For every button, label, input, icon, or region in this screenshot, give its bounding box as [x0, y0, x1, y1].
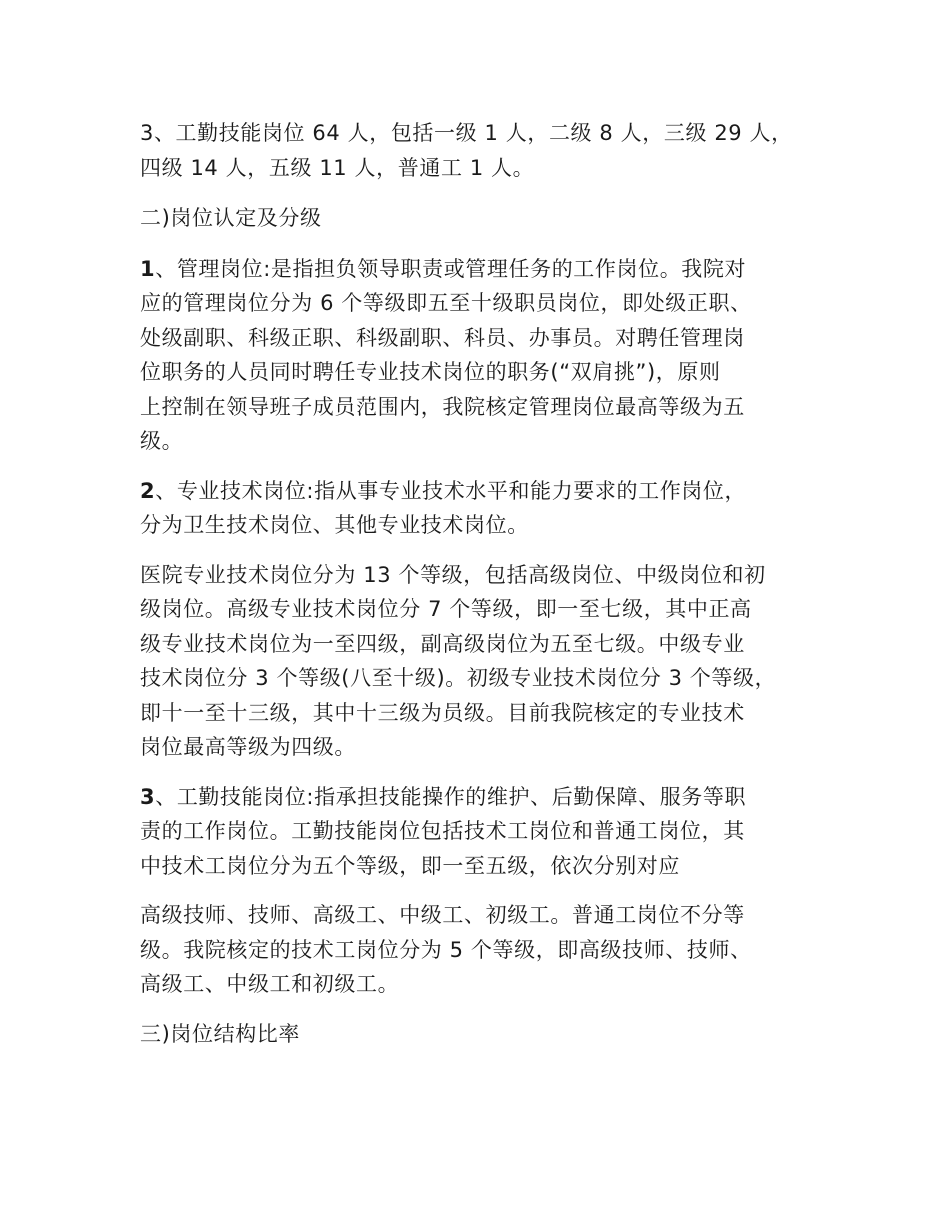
- text-line: 、专业技术岗位:指从事专业技术水平和能力要求的工作岗位，: [155, 478, 747, 503]
- text-line: 级。: [140, 429, 184, 453]
- text-line: 应的管理岗位分为 6 个等级即五至十级职员岗位，即处级正职、: [140, 291, 752, 315]
- text-line: 岗位最高等级为四级。: [140, 735, 356, 759]
- text-line: 中技术工岗位分为五个等级，即一至五级，依次分别对应: [140, 853, 680, 878]
- text-line: 处级副职、科级正职、科级副职、科员、办事员。对聘任管理岗: [140, 325, 745, 350]
- text-line: 技术岗位分 3 个等级(八至十级)。初级专业技术岗位分 3 个等级，: [140, 666, 777, 690]
- heading-text: 三)岗位结构比率: [140, 1021, 300, 1046]
- document-page: [140, 116, 820, 1051]
- item-number: 2: [140, 478, 156, 503]
- paragraph-skilled-levels: [140, 898, 820, 1002]
- paragraph-professional: [140, 474, 820, 543]
- text-line: 级专业技术岗位为一至四级，副高级岗位为五至七级。中级专业: [140, 631, 745, 656]
- section-heading-3: [140, 1017, 820, 1052]
- paragraph-staff-count: [140, 116, 820, 185]
- section-heading-2: [140, 201, 820, 236]
- text-line: 分为卫生技术岗位、其他专业技术岗位。: [140, 513, 529, 537]
- text-line: 、工勤技能岗位:指承担技能操作的维护、后勤保障、服务等职: [155, 784, 747, 809]
- paragraph-management: [140, 252, 820, 459]
- item-number: 3: [140, 784, 156, 809]
- text-line: 级岗位。高级专业技术岗位分 7 个等级，即一至七级，其中正高: [140, 597, 752, 621]
- heading-text: 二)岗位认定及分级: [140, 206, 322, 230]
- text-line: 高级技师、技师、高级工、中级工、初级工。普通工岗位不分等: [140, 903, 745, 927]
- item-number: 1: [140, 256, 156, 281]
- text-line: 位职务的人员同时聘任专业技术岗位的职务(“双肩挑”)，原则: [140, 360, 721, 384]
- text-line: 3、工勤技能岗位 64 人，包括一级 1 人，二级 8 人，三级 29 人，: [140, 121, 793, 145]
- text-line: 、管理岗位:是指担负领导职责或管理任务的工作岗位。我院对: [155, 256, 747, 281]
- text-line: 上控制在领导班子成员范围内，我院核定管理岗位最高等级为五: [140, 394, 745, 419]
- paragraph-professional-levels: [140, 558, 820, 765]
- text-line: 高级工、中级工和初级工。: [140, 972, 400, 996]
- text-line: 级。我院核定的技术工岗位分为 5 个等级，即高级技师、技师、: [140, 937, 752, 962]
- text-line: 医院专业技术岗位分为 13 个等级，包括高级岗位、中级岗位和初: [140, 562, 766, 587]
- text-line: 即十一至十三级，其中十三级为员级。目前我院核定的专业技术: [140, 700, 745, 725]
- paragraph-skilled: [140, 780, 820, 884]
- text-line: 四级 14 人，五级 11 人，普通工 1 人。: [140, 155, 535, 180]
- text-line: 责的工作岗位。工勤技能岗位包括技术工岗位和普通工岗位，其: [140, 819, 745, 843]
